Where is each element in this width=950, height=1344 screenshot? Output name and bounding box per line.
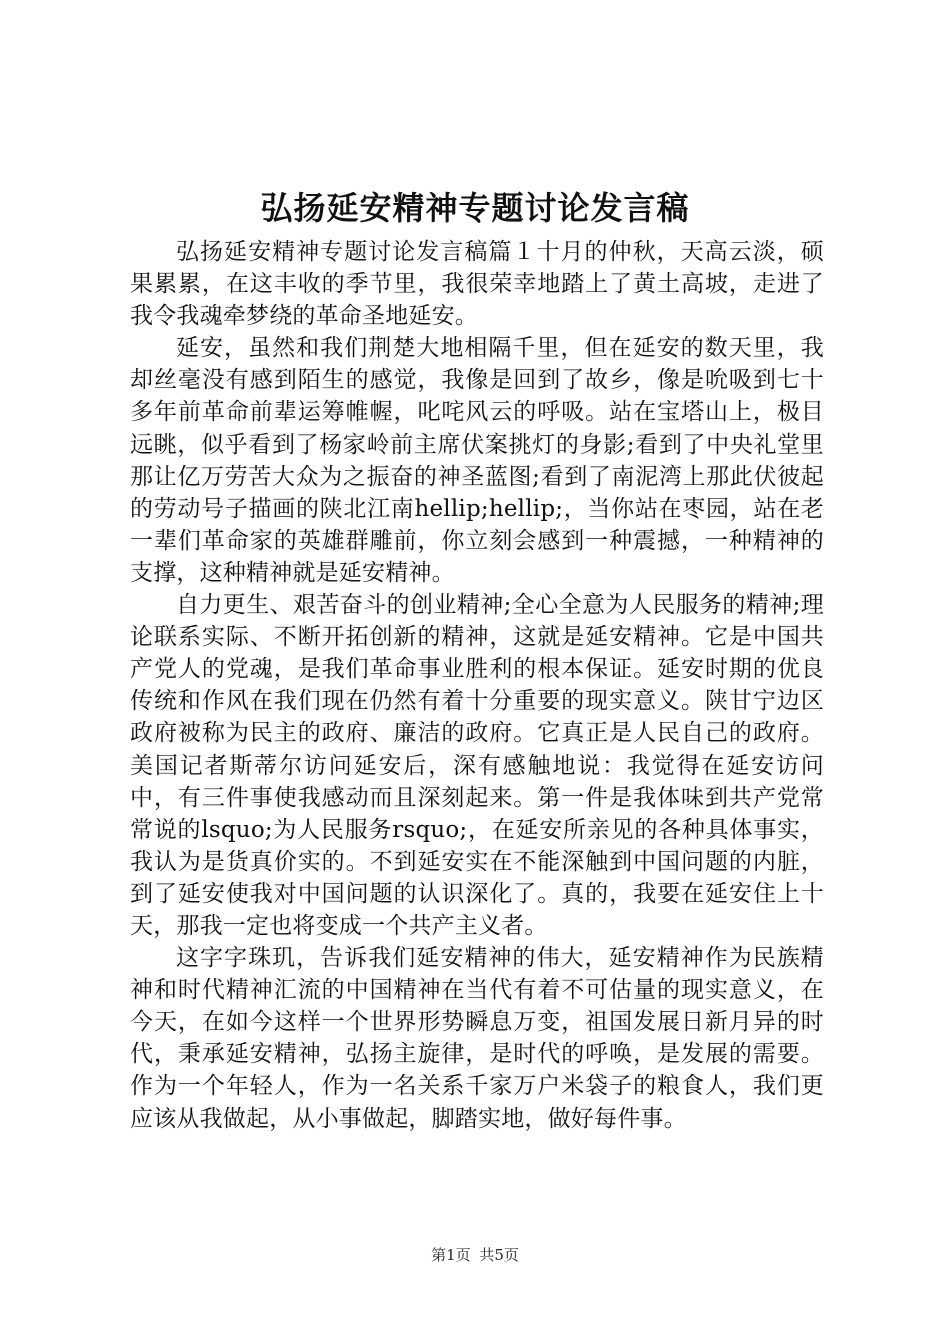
paragraph-2: 延安，虽然和我们荆楚大地相隔千里，但在延安的数天里，我却丝毫没有感到陌生的感觉，我像是回到了故乡，像是吮吸到七十多年前革命前辈运筹帷幄，叱咤风云的呼吸。站在宝塔山上，极目远眺，似乎看到了杨家岭前主席伏案挑灯的身影;看到了中央礼堂里那让亿万劳苦大众为之振奋的神圣蓝图;看到了南泥湾上那此伏彼起的劳动号子描画的陕北江南hellip;hellip;，当你站在枣园，站在老一辈们革命家的英雄群雕前，你立刻会感到一种震撼，一种精神的支撑，这种精神就是延安精神。 [130,335,824,586]
page-footer [0,1244,950,1266]
paragraph-4: 这字字珠玑，告诉我们延安精神的伟大，延安精神作为民族精神和时代精神汇流的中国精神在当代有着不可估量的现实意义，在今天，在如今这样一个世界形势瞬息万变，祖国发展日新月异的时代，秉承延安精神，弘扬主旋律，是时代的呼唤，是发展的需要。作为一个年轻人，作为一名关系千家万户米袋子的粮食人，我们更应该从我做起，从小事做起，脚踏实地，做好每件事。 [130,945,824,1132]
paragraph-1: 弘扬延安精神专题讨论发言稿篇１十月的仲秋，天高云淡，硕果累累，在这丰收的季节里，我很荣幸地踏上了黄土高坡，走进了我令我魂牵梦绕的革命圣地延安。 [130,239,824,330]
paragraph-3: 自力更生、艰苦奋斗的创业精神;全心全意为人民服务的精神;理论联系实际、不断开拓创新的精神，这就是延安精神。它是中国共产党人的党魂，是我们革命事业胜利的根本保证。延安时期的优良传统和作风在我们现在仍然有着十分重要的现实意义。陕甘宁边区政府被称为民主的政府、廉洁的政府。它真正是人民自己的政府。美国记者斯蒂尔访问延安后，深有感触地说：我觉得在延安访问中，有三件事使我感动而且深刻起来。第一件是我体味到共产党常常说的lsquo;为人民服务rsquo;，在延安所亲见的各种具体事实，我认为是货真价实的。不到延安实在不能深触到中国问题的内脏，到了延安使我对中国问题的认识深化了。真的，我要在延安住上十天，那我一定也将变成一个共产主义者。 [130,592,824,939]
page-total: 共5页 [479,1246,519,1264]
document-title: 弘扬延安精神专题讨论发言稿 [260,189,690,227]
document-body [130,236,824,1135]
page-number: 第1页 [431,1246,471,1264]
